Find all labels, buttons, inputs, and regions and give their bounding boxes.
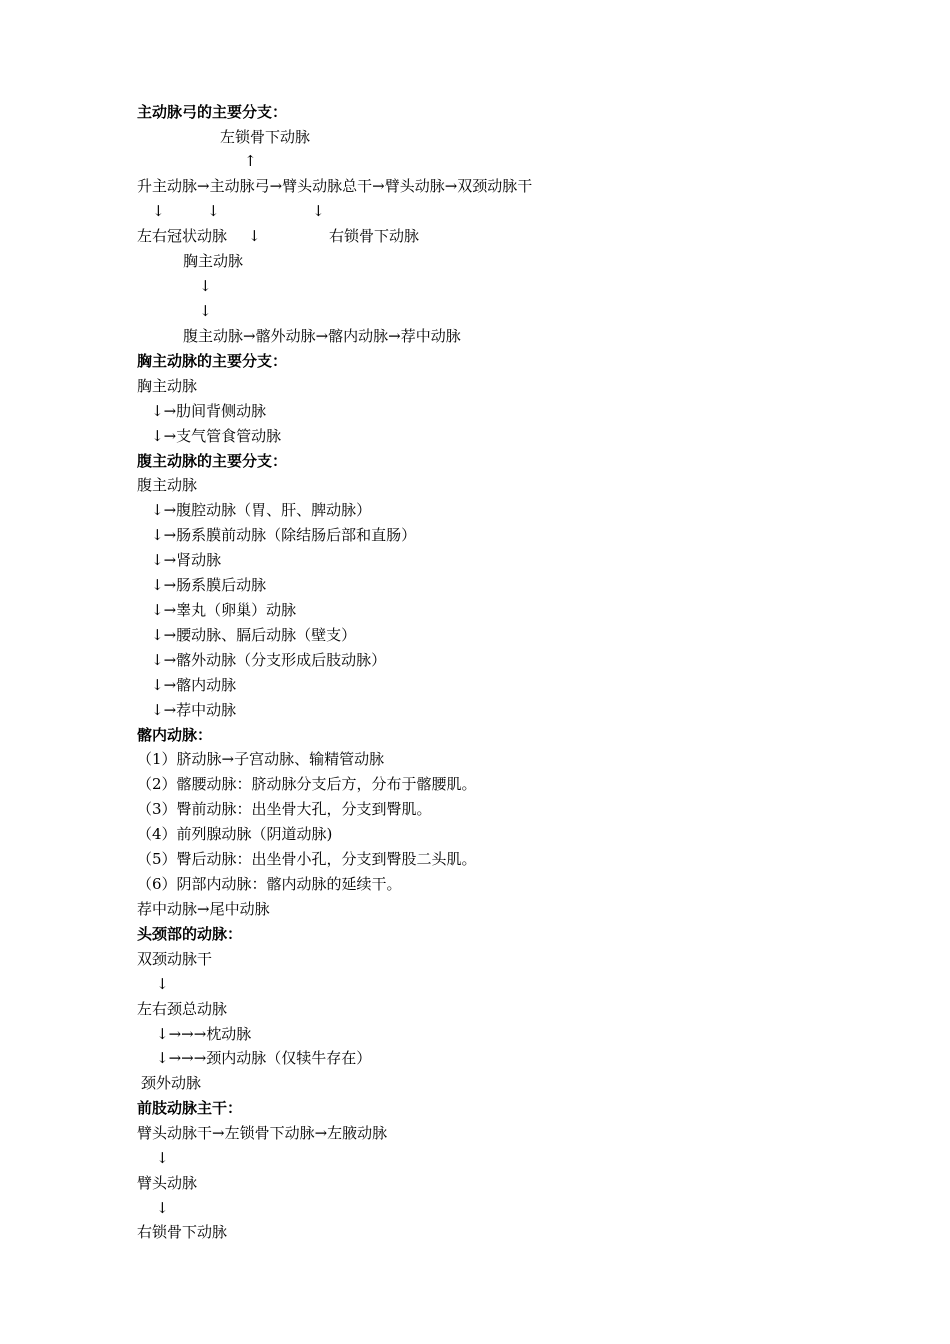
list-item: ↓→腹腔动脉（胃、肝、脾动脉） xyxy=(151,501,372,519)
list-item: （1）脐动脉→子宫动脉、输精管动脉 xyxy=(137,750,385,768)
common-carotid-label: 左右颈总动脉 xyxy=(137,1000,228,1018)
thoracic-aorta-label: 胸主动脉 xyxy=(183,252,244,270)
right-subclavian-label: 右锁骨下动脉 xyxy=(329,227,420,245)
down-arrow: ↓ xyxy=(156,1149,169,1167)
left-subclavian-label: 左锁骨下动脉 xyxy=(220,128,311,146)
external-carotid-label: 颈外动脉 xyxy=(141,1074,202,1092)
down-arrow: ↓ xyxy=(199,302,212,320)
heading-aortic-arch: 主动脉弓的主要分支： xyxy=(137,103,288,121)
list-item: ↓→肋间背侧动脉 xyxy=(151,402,267,420)
forelimb-chain: 臂头动脉干→左锁骨下动脉→左腋动脉 xyxy=(137,1124,388,1142)
down-arrow: ↓ xyxy=(156,975,169,993)
list-item: ↓→荐中动脉 xyxy=(151,701,237,719)
list-item: （5）臀后动脉：出坐骨小孔，分支到臀股二头肌。 xyxy=(137,850,477,868)
list-item: ↓→→→颈内动脉（仅犊牛存在） xyxy=(156,1049,372,1067)
list-item: ↓→髂内动脉 xyxy=(151,676,237,694)
down-arrow: ↓ xyxy=(156,1199,169,1217)
right-subclavian-label: 右锁骨下动脉 xyxy=(137,1223,228,1241)
list-item: ↓→→→枕动脉 xyxy=(156,1025,252,1043)
list-item: （3）臀前动脉：出坐骨大孔，分支到臀肌。 xyxy=(137,800,432,818)
sacral-chain: 荐中动脉→尾中动脉 xyxy=(137,900,270,918)
list-item: （4）前列腺动脉（阴道动脉) xyxy=(137,825,333,843)
down-arrow: ↓ xyxy=(152,202,165,220)
down-arrow: ↓ xyxy=(312,202,325,220)
list-item: ↓→肠系膜前动脉（除结肠后部和直肠） xyxy=(151,526,417,544)
list-item: ↓→肾动脉 xyxy=(151,551,222,569)
list-item: （2）髂腰动脉：脐动脉分支后方，分布于髂腰肌。 xyxy=(137,775,477,793)
list-item: ↓→睾丸（卵巢）动脉 xyxy=(151,601,297,619)
heading-internal-iliac: 髂内动脉： xyxy=(137,726,213,744)
heading-abdominal-aorta: 腹主动脉的主要分支： xyxy=(137,452,288,470)
list-item: ↓→肠系膜后动脉 xyxy=(151,576,267,594)
heading-forelimb: 前肢动脉主干： xyxy=(137,1099,243,1117)
thoracic-root: 胸主动脉 xyxy=(137,377,198,395)
coronary-label: 左右冠状动脉 xyxy=(137,227,228,245)
up-arrow: ↑ xyxy=(244,152,257,170)
aortic-main-chain: 升主动脉→主动脉弓→臂头动脉总干→臂头动脉→双颈动脉干 xyxy=(137,177,533,195)
list-item: ↓→髂外动脉（分支形成后肢动脉） xyxy=(151,651,387,669)
heading-thoracic-aorta: 胸主动脉的主要分支： xyxy=(137,352,288,370)
down-arrow: ↓ xyxy=(199,277,212,295)
brachiocephalic-label: 臂头动脉 xyxy=(137,1174,198,1192)
list-item: （6）阴部内动脉：髂内动脉的延续干。 xyxy=(137,875,402,893)
list-item: ↓→腰动脉、膈后动脉（壁支） xyxy=(151,626,357,644)
list-item: ↓→支气管食管动脉 xyxy=(151,427,282,445)
abdominal-chain: 腹主动脉→髂外动脉→髂内动脉→荐中动脉 xyxy=(183,327,461,345)
down-arrow: ↓ xyxy=(248,227,261,245)
abdominal-root: 腹主动脉 xyxy=(137,476,198,494)
heading-head-neck: 头颈部的动脉： xyxy=(137,925,243,943)
down-arrow: ↓ xyxy=(207,202,220,220)
bicarotid-trunk: 双颈动脉干 xyxy=(137,950,213,968)
